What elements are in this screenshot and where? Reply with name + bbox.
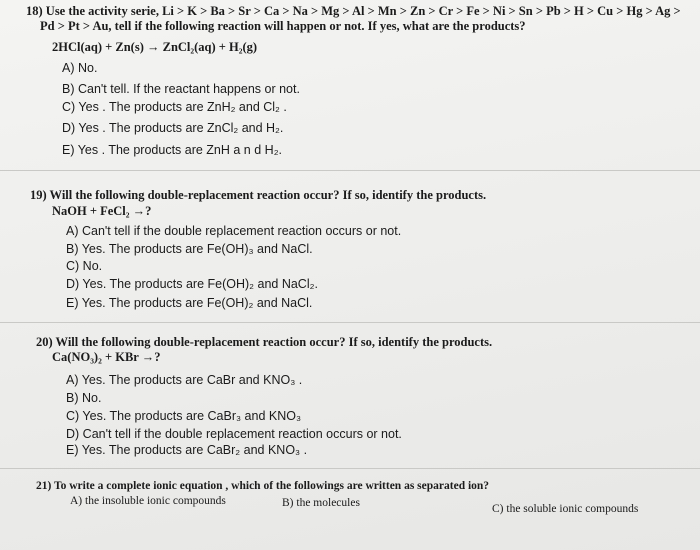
q21-option-c[interactable]: C) the soluble ionic compounds <box>492 503 639 515</box>
q19-option-a[interactable]: A) Can't tell if the double replacement reaction occurs or not. <box>66 224 402 238</box>
q18-option-e[interactable]: E) Yes . The products are ZnH a n d H₂. <box>62 143 283 157</box>
q18-header: 18) Use the activity serie, Li > K > Ba > Sr > Ca > Na > Mg > Al > Mn > Zn > Cr > Fe > Ni > Sn > Pb > H > Cu > Hg > Ag > <box>26 4 681 18</box>
q20-option-c[interactable]: C) Yes. The products are CaBr₃ and KNO₃ <box>66 409 302 423</box>
q21-option-b[interactable]: B) the molecules <box>282 497 360 509</box>
section-divider <box>0 468 700 469</box>
q20-option-e[interactable]: E) Yes. The products are CaBr₂ and KNO₃ . <box>66 443 308 457</box>
q18-option-a[interactable]: A) No. <box>62 61 98 75</box>
q19-option-d[interactable]: D) Yes. The products are Fe(OH)₂ and NaCl₂. <box>66 277 318 291</box>
section-divider <box>0 170 700 171</box>
q21-option-a[interactable]: A) the insoluble ionic compounds <box>70 495 226 507</box>
q20-header: 20) Will the following double-replacement reaction occur? If so, identify the products. <box>36 335 493 349</box>
q21-header: 21) To write a complete ionic equation , which of the followings are written as separated ion? <box>36 480 490 492</box>
q19-option-e[interactable]: E) Yes. The products are Fe(OH)₂ and NaCl. <box>66 296 313 310</box>
q20-equation: Ca(NO₃)₂ + KBr →? <box>52 350 161 364</box>
q18-equation: 2HCl(aq) + Zn(s) → ZnCl₂(aq) + H₂(g) <box>52 40 258 54</box>
q20-option-d[interactable]: D) Can't tell if the double replacement reaction occurs or not. <box>66 427 402 441</box>
q18-header-cont: Pd > Pt > Au, tell if the following reaction will happen or not. If yes, what are the products? <box>40 19 526 33</box>
section-divider <box>0 322 700 323</box>
q20-option-a[interactable]: A) Yes. The products are CaBr and KNO₃ . <box>66 373 303 387</box>
q19-option-c[interactable]: C) No. <box>66 259 103 273</box>
q19-header: 19) Will the following double-replacement reaction occur? If so, identify the products. <box>30 188 487 202</box>
q18-option-c[interactable]: C) Yes . The products are ZnH₂ and Cl₂ . <box>62 100 287 114</box>
q20-option-b[interactable]: B) No. <box>66 391 102 405</box>
q18-option-b[interactable]: B) Can't tell. If the reactant happens or not. <box>62 82 300 96</box>
q19-equation: NaOH + FeCl₂ →? <box>52 204 152 218</box>
q19-option-b[interactable]: B) Yes. The products are Fe(OH)₃ and NaCl. <box>66 242 313 256</box>
q18-option-d[interactable]: D) Yes . The products are ZnCl₂ and H₂. <box>62 121 284 135</box>
